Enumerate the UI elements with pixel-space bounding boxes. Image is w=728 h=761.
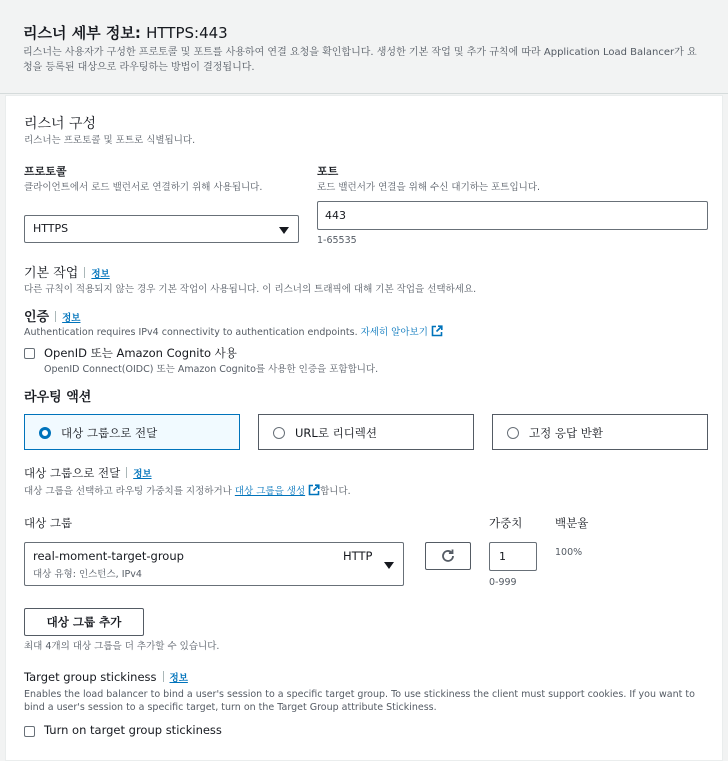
learn-more-link[interactable] (361, 327, 443, 338)
divider (126, 467, 127, 478)
page-title (23, 22, 228, 43)
protocol-select[interactable] (24, 215, 299, 243)
target-group-protocol: HTTP (343, 549, 373, 563)
listener-config-description: 리스너는 프로토콜 및 포트로 식별됩니다. (24, 135, 196, 146)
target-group-label: 대상 그룹 (24, 516, 73, 530)
protocol-label: 프로토콜 (24, 165, 67, 178)
auth-title: 인증 (24, 310, 50, 325)
stickiness-checkbox[interactable] (24, 726, 35, 737)
percent-label: 백분율 (555, 516, 589, 530)
protocol-select-value: HTTPS (33, 222, 69, 235)
divider (55, 311, 56, 322)
routing-option-fixed-response-label: 고정 응답 반환 (529, 426, 603, 440)
stickiness-heading (24, 670, 188, 684)
port-input[interactable] (317, 201, 708, 230)
weight-input[interactable] (489, 542, 537, 571)
stickiness-description: Enables the load balancer to bind a user's session to a specific target group. To use stickiness the client must support cookies. If you want to bind a user's session to a specific target, turn on the Target Group attribute Stickiness. (24, 689, 695, 713)
chevron-down-icon (279, 227, 289, 234)
radio-redirect[interactable] (273, 427, 285, 439)
radio-fixed-response[interactable] (507, 427, 519, 439)
percent-value: 100% (555, 547, 583, 558)
forward-info-link[interactable]: 정보 (133, 469, 152, 480)
divider (163, 671, 164, 682)
refresh-icon (440, 548, 456, 564)
listener-config-title: 리스너 구성 (24, 116, 97, 132)
routing-option-redirect-label: URL로 리디렉션 (295, 426, 378, 440)
auth-description-text: Authentication requires IPv4 connectivity to authentication endpoints. (24, 327, 358, 338)
learn-more-label: 자세히 알아보기 (360, 327, 428, 338)
routing-option-fixed-response[interactable] (492, 414, 708, 450)
radio-forward[interactable] (39, 427, 51, 439)
external-link-icon (308, 484, 320, 496)
forward-description-after: 합니다. (320, 486, 351, 497)
default-action-title: 기본 작업 (24, 266, 79, 281)
stickiness-title: Target group stickiness (24, 670, 157, 684)
page-title-value: HTTPS:443 (146, 24, 228, 42)
routing-option-forward[interactable] (24, 414, 240, 450)
oidc-checkbox-description: OpenID Connect(OIDC) 또는 Amazon Cognito를 사용한 인증을 포함합니다. (44, 364, 379, 375)
forward-title: 대상 그룹으로 전달 (24, 466, 121, 480)
refresh-button[interactable] (425, 542, 471, 570)
oidc-checkbox[interactable] (24, 348, 35, 359)
chevron-down-icon (384, 562, 394, 569)
auth-heading (24, 306, 80, 325)
divider (84, 267, 85, 278)
weight-constraint: 0-999 (489, 577, 517, 588)
auth-description (24, 325, 443, 339)
stickiness-checkbox-label[interactable]: Turn on target group stickiness (44, 723, 222, 737)
routing-action-title: 라우팅 액션 (24, 390, 92, 405)
external-link-icon (431, 325, 443, 337)
auth-info-link[interactable]: 정보 (62, 313, 81, 324)
page-title-prefix: 리스너 세부 정보: (23, 24, 147, 42)
forward-description-before: 대상 그룹을 선택하고 라우팅 가중치를 지정하거나 (24, 486, 235, 497)
oidc-checkbox-label[interactable]: OpenID 또는 Amazon Cognito 사용 (44, 346, 237, 360)
default-action-description: 다른 규칙이 적용되지 않는 경우 기본 작업이 사용됩니다. 이 리스너의 트래픽에 대해 기본 작업을 선택하세요. (24, 284, 477, 295)
port-label: 포트 (317, 165, 339, 178)
add-target-group-button[interactable]: 대상 그룹 추가 (24, 608, 144, 636)
port-input-value: 443 (325, 209, 346, 222)
target-group-name: real-moment-target-group (33, 549, 184, 563)
default-action-info-link[interactable]: 정보 (91, 269, 110, 280)
routing-option-forward-label: 대상 그룹으로 전달 (61, 426, 158, 440)
weight-input-value: 1 (499, 550, 506, 563)
port-description: 로드 밸런서가 연결을 위해 수신 대기하는 포트입니다. (317, 182, 541, 193)
target-group-subtitle: 대상 유형: 인스턴스, IPv4 (33, 569, 142, 580)
forward-heading (24, 465, 152, 481)
target-group-select[interactable] (24, 542, 404, 586)
default-action-heading (24, 262, 110, 281)
listener-details-header (0, 0, 728, 94)
routing-option-redirect[interactable] (258, 414, 474, 450)
port-constraint: 1-65535 (317, 235, 357, 246)
create-target-group-label: 대상 그룹을 생성 (234, 486, 306, 497)
protocol-description: 클라이언트에서 로드 밸런서로 연결하기 위해 사용됩니다. (24, 182, 263, 193)
add-target-group-hint: 최대 4개의 대상 그룹을 더 추가할 수 있습니다. (24, 641, 220, 652)
listener-config-card (5, 95, 723, 761)
page-description: 리스너는 사용자가 구성한 프로토콜 및 포트를 사용하여 연결 요청을 확인합니다. 생성한 기본 작업 및 추가 규칙에 따라 Application Load Balancer가 요청을 등록된 대상으로 라우팅하는 방법이 결정됩니다. (23, 47, 697, 73)
weight-label: 가중치 (489, 516, 523, 530)
create-target-group-link[interactable] (235, 486, 320, 497)
forward-description (24, 484, 351, 498)
stickiness-info-link[interactable]: 정보 (169, 673, 188, 684)
